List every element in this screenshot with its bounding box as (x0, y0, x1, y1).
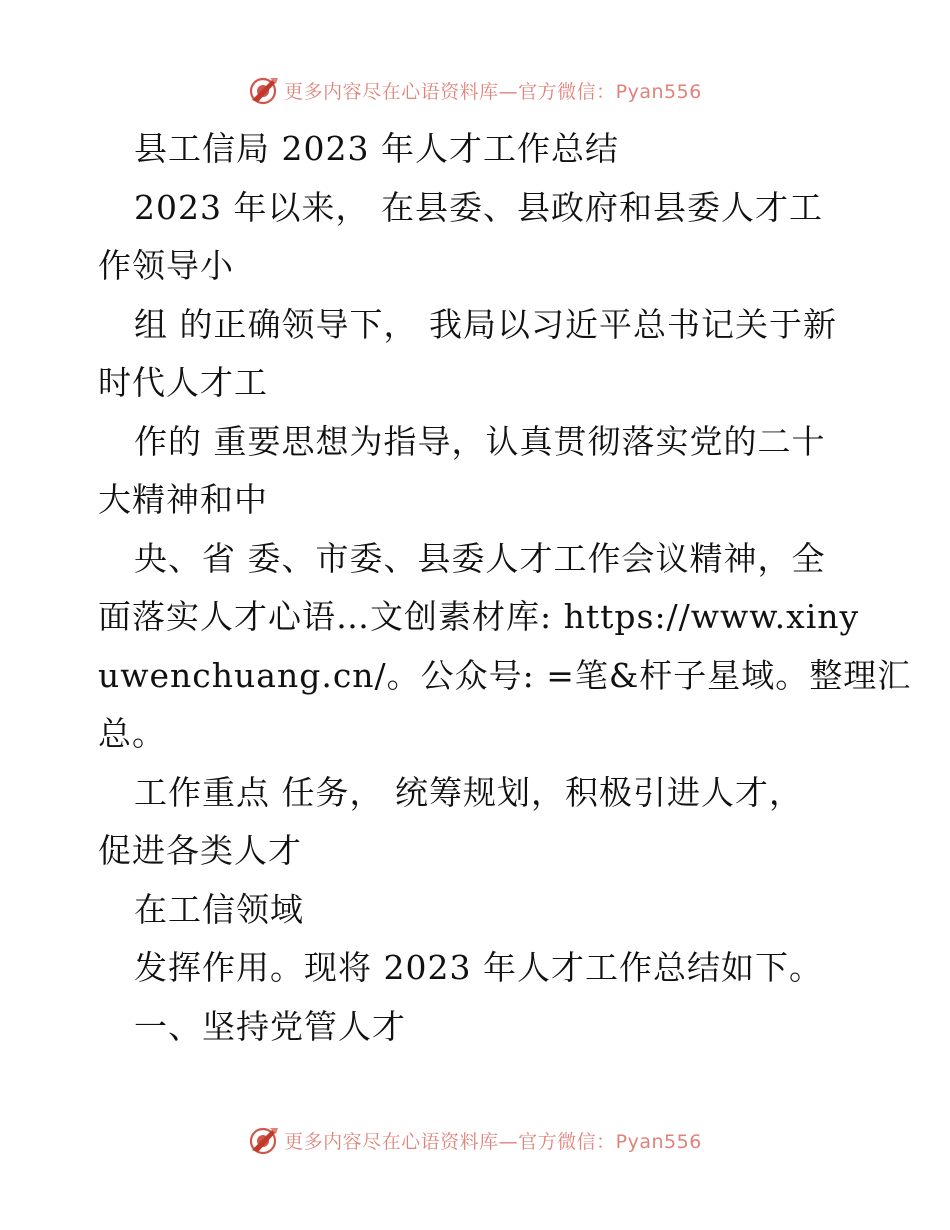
pen-circle-logo-icon (248, 74, 280, 106)
document-title: 县工信局 2023 年人才工作总结 (134, 129, 619, 168)
pen-circle-logo-icon (248, 1124, 280, 1156)
document-line: 一、坚持党管人才 (134, 1006, 406, 1046)
document-line: 作的 重要思想为指导，认真贯彻落实党的二十 (134, 421, 826, 461)
document-line: 总。 (98, 714, 166, 753)
document-line: 在工信领域 (134, 889, 304, 929)
footer-watermark (0, 1120, 950, 1160)
document-line: 时代人才工 (98, 363, 268, 402)
watermark-text: 更多内容尽在心语资料库—官方微信：Pyan556 (284, 1130, 702, 1153)
document-line: 组 的正确领导下， 我局以习近平总书记关于新 (134, 304, 837, 344)
document-line: 2023 年以来， 在县委、县政府和县委人才工 (134, 187, 823, 227)
document-line: 大精神和中 (98, 480, 268, 519)
document-line: 作领导小 (98, 246, 234, 285)
document-line: 央、省 委、市委、县委人才工作会议精神，全 (134, 538, 826, 578)
watermark-text: 更多内容尽在心语资料库—官方微信：Pyan556 (284, 80, 702, 103)
document-line: 发挥作用。现将 2023 年人才工作总结如下。 (134, 948, 823, 987)
document-body (98, 120, 912, 1056)
document-line: uwenchuang.cn/。公众号: =笔&杆子星域。整理汇 (98, 655, 912, 695)
document-line: 面落实人才心语…文创素材库: https://www.xiny (98, 597, 860, 636)
document-line: 工作重点 任务， 统筹规划，积极引进人才， (134, 772, 803, 812)
document-line: 促进各类人才 (98, 831, 302, 870)
header-watermark (0, 70, 950, 110)
